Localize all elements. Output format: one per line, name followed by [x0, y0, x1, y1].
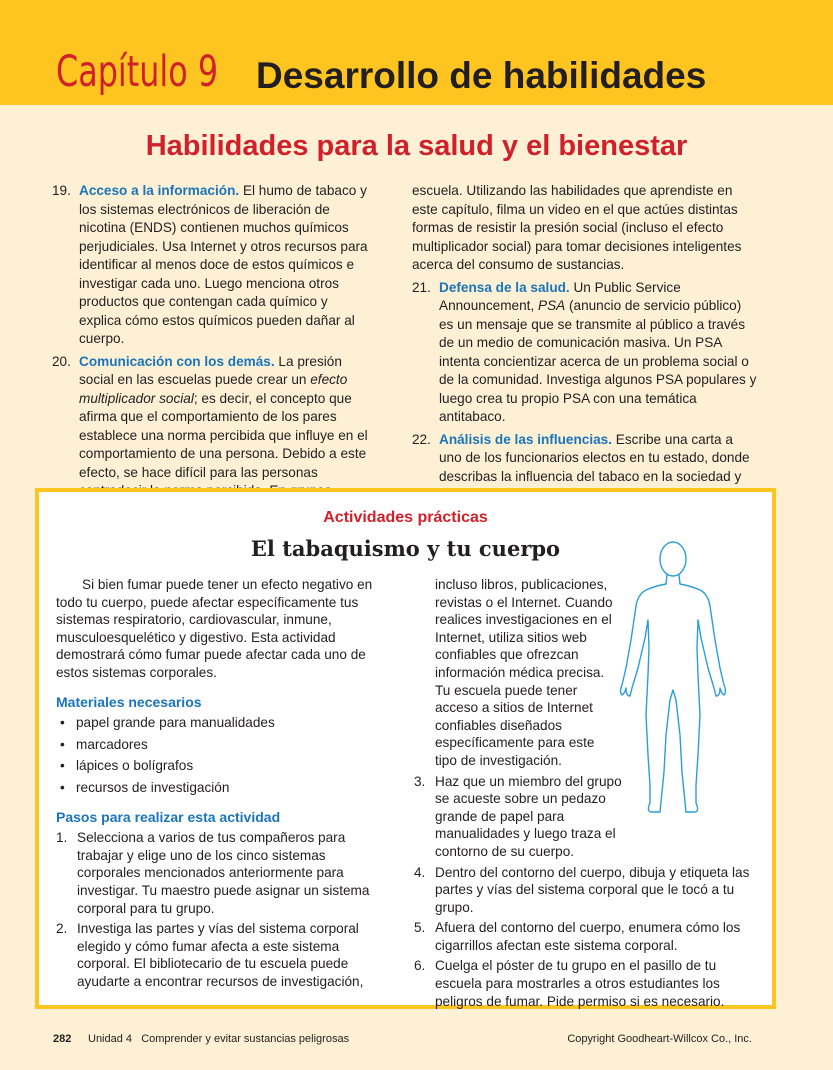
skill-keyword: Defensa de la salud. [439, 279, 570, 295]
activity-title: El tabaquismo y tu cuerpo [250, 536, 561, 561]
skill-item-20-continued [412, 182, 757, 275]
skill-number: 20. [52, 353, 71, 369]
step-number: 1. [56, 830, 68, 846]
skill-text: Escribe una carta a uno de los funcionarios electos en tu estado, donde describas la influencia del tabaco en la sociedad y [439, 431, 750, 484]
material-text: lápices o bolígrafos [76, 758, 194, 774]
step-item-6 [414, 957, 759, 1010]
skill-text: Un Public Service Announcement, [439, 279, 681, 313]
activity-intro: Si bien fumar puede tener un efecto negativo en todo tu cuerpo, puede afectar específicamente tus sistemas respiratorio, cardiovascular, inmune, musculoesquelético y digestivo. Esta actividad demostrará cómo fumar puede afectar cada uno de estos sistemas corporales. [56, 577, 373, 680]
skill-text: (anuncio de servicio público) es un mensaje que se transmite al público a través de un medio de comunicación masiva. Un PSA intenta concientizar acerca de un problema social o de la comunidad. Investiga algunos PSA populares y luego crea tu propio PSA con una temática antitabaco. [439, 298, 757, 424]
step-text: Dentro del contorno del cuerpo, dibuja y etiqueta las partes y vías del sistema corporal que le tocó a tu grupo. [435, 864, 750, 915]
step-number: 6. [414, 958, 426, 974]
step-2-continued: incluso libros, publicaciones, revistas o el Internet. Cuando realices investigaciones en el Internet, utiliza sitios web confiables que ofrezcan información médica precisa. Tu escuela puede tener acceso a sitios de Internet confiables diseñados específicamente para este tipo de investigación. [435, 577, 613, 768]
list-item [56, 714, 386, 732]
skill-item-19 [52, 182, 372, 349]
step-item-2 [56, 920, 386, 990]
step-number: 3. [414, 773, 426, 789]
list-item [56, 736, 386, 754]
skill-keyword: Análisis de las influencias. [439, 431, 613, 447]
bullet-dot: • [60, 758, 65, 774]
skill-text: El humo de tabaco y los sistemas electrónicos de liberación de nicotina (ENDS) contienen muchos químicos perjudiciales. Usa Internet y otros recursos para identificar al menos doce de estos químicos e investigar cada uno. Luego menciona otros productos que contengan cada químico y explica cómo estos químicos pueden dañar al cuerpo. [79, 183, 368, 346]
material-text: papel grande para manualidades [76, 715, 275, 731]
footer-unit: Unidad 4 Comprender y evitar sustancias peligrosas [88, 1033, 350, 1045]
chapter-title: Desarrollo de habilidades [256, 55, 707, 96]
bullet-dot: • [60, 779, 65, 795]
chapter-label: Capítulo 9 [56, 47, 219, 97]
materials-heading: Materiales necesarios [56, 693, 202, 710]
body-outline-icon [613, 540, 733, 830]
skill-text-continued: escuela. Utilizando las habilidades que aprendiste en este capítulo, filma un video en el que actúes distintas formas de resistir la presión social (incluso el efecto multiplicador social) para tomar decisiones inteligentes acerca del consumo de sustancias. [412, 183, 742, 272]
skill-number: 21. [412, 279, 431, 295]
skill-number: 19. [52, 183, 71, 198]
step-number: 2. [56, 921, 68, 937]
material-text: marcadores [76, 736, 148, 752]
step-text: Afuera del contorno del cuerpo, enumera cómo los cigarrillos afectan este sistema corporal. [435, 920, 741, 953]
skill-emphasis: efecto multiplicador social [79, 372, 348, 406]
skill-text: ; es decir, el concepto que afirma que el comportamiento de los pares establece una norma percibida que influye en el comportamiento de una persona. Debido a este efecto, se hace difícil para las personas [79, 390, 368, 480]
list-item [56, 757, 386, 775]
skill-keyword: Acceso a la información. [79, 183, 240, 198]
bullet-dot: • [60, 736, 65, 752]
activity-subtitle: Actividades prácticas [323, 509, 488, 526]
section-title: Habilidades para la salud y el bienestar [145, 130, 688, 162]
activity-left-column [56, 576, 386, 993]
step-text: Investiga las partes y vías del sistema corporal elegido y cómo fumar afecta a este sistema corporal. El bibliotecario de tu escuela puede ayudarte a encontrar recursos de investigación, [77, 921, 364, 989]
skills-right-column [412, 182, 757, 509]
list-item [56, 779, 386, 797]
step-item-1 [56, 829, 386, 917]
footer-copyright: Copyright Goodheart-Willcox Co., Inc. [567, 1033, 752, 1045]
step-number: 4. [414, 864, 426, 880]
steps-heading: Pasos para realizar esta actividad [56, 808, 281, 825]
step-text: Selecciona a varios de tus compañeros para trabajar y elige uno de los cinco sistemas corporales mencionados anteriormente para investigar. Tu maestro puede asignar un sistema corporal para tu grupo. [77, 830, 370, 916]
skill-keyword: Comunicación con los demás. [79, 353, 275, 369]
step-text: Haz que un miembro del grupo se acueste sobre un pedazo grande de papel para manualidades y luego traza el contorno de su cuerpo. [435, 773, 622, 859]
skill-text: La presión social en las escuelas puede crear un [79, 353, 342, 387]
skill-number: 22. [412, 431, 431, 447]
page-number: 282 [53, 1033, 72, 1045]
material-text: recursos de investigación [76, 779, 230, 795]
step-item-4 [414, 864, 759, 917]
step-item-3 [414, 773, 625, 861]
bullet-dot: • [60, 715, 65, 731]
skill-item-21 [412, 279, 757, 427]
step-number: 5. [414, 920, 426, 936]
skill-emphasis: PSA [538, 298, 566, 313]
step-text: Cuelga el póster de tu grupo en el pasillo de tu escuela para mostrarles a otros estudiantes los peligros de fumar. Pide permiso si es necesario. [435, 958, 725, 1009]
step-item-5 [414, 919, 759, 954]
